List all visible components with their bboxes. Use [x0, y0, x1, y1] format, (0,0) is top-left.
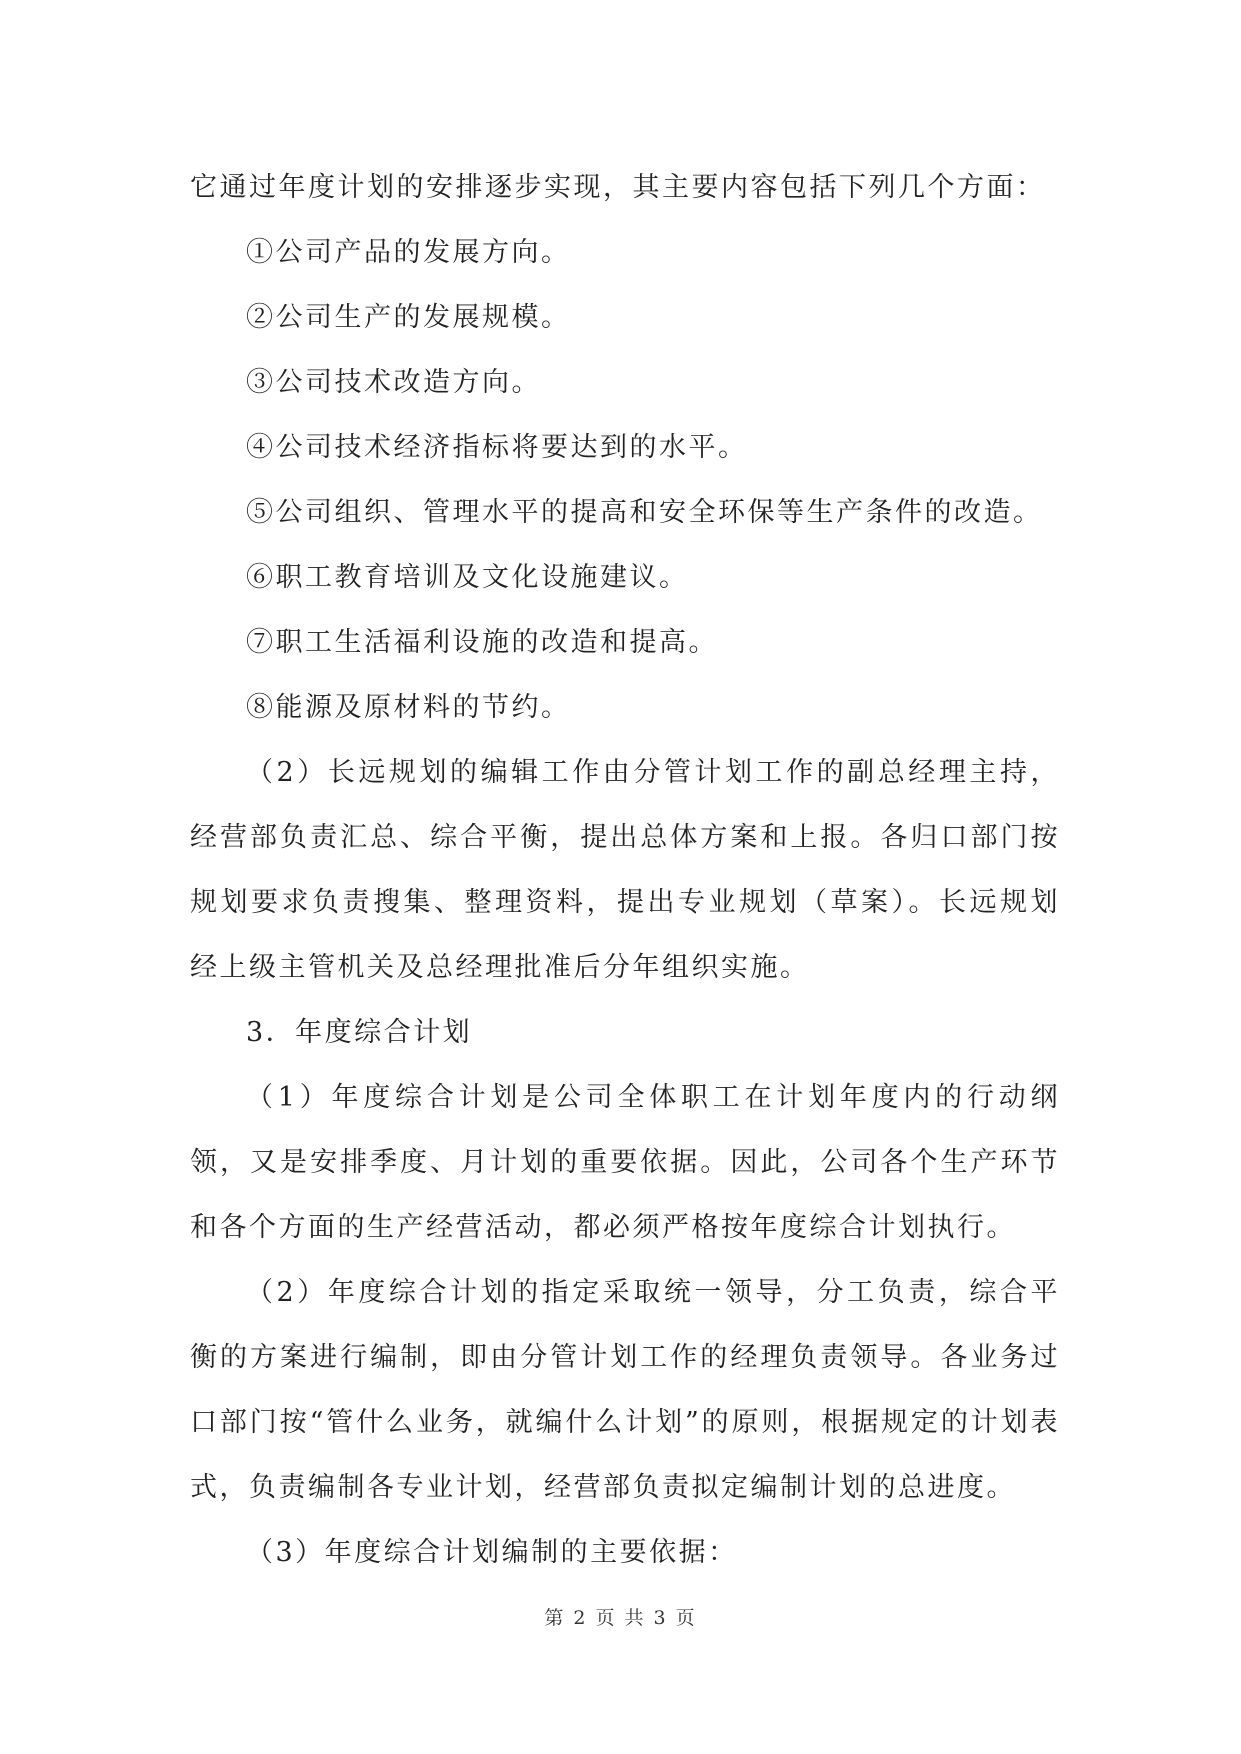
paragraph-annual-plan-3: （3）年度综合计划编制的主要依据：	[246, 1537, 738, 1568]
page-footer: 第 2 页 共 3 页	[544, 1607, 697, 1629]
list-item-7: ⑦职工生活福利设施的改造和提高。	[246, 627, 718, 658]
list-item-8: ⑧能源及原材料的节约。	[246, 692, 571, 723]
paragraph-annual-plan-1: （1）年度综合计划是公司全体职工在计划年度内的行动纲领，又是安排季度、月计划的重要依据。因此，公司各个生产环节和各个方面的生产经营活动，都必须严格按年度综合计划执行。	[190, 1082, 1060, 1243]
list-item-1: ①公司产品的发展方向。	[246, 237, 571, 268]
list-item-4: ④公司技术经济指标将要达到的水平。	[246, 432, 748, 463]
paragraph-intro: 它通过年度计划的安排逐步实现，其主要内容包括下列几个方面：	[190, 172, 1046, 203]
list-item-5: ⑤公司组织、管理水平的提高和安全环保等生产条件的改造。	[246, 497, 1043, 528]
list-item-3: ③公司技术改造方向。	[246, 367, 541, 398]
list-item-2: ②公司生产的发展规模。	[246, 302, 571, 333]
section-heading-annual-plan: 3．年度综合计划	[246, 1017, 473, 1048]
document-body	[190, 155, 1060, 1585]
paragraph-annual-plan-2: （2）年度综合计划的指定采取统一领导，分工负责，综合平衡的方案进行编制，即由分管计划工作的经理负责领导。各业务过口部门按“管什么业务，就编什么计划”的原则，根据规定的计划表式，负责编制各专业计划，经营部负责拟定编制计划的总进度。	[190, 1277, 1060, 1503]
list-item-6: ⑥职工教育培训及文化设施建议。	[246, 562, 689, 593]
paragraph-long-range-plan: （2）长远规划的编辑工作由分管计划工作的副总经理主持，经营部负责汇总、综合平衡，提出总体方案和上报。各归口部门按规划要求负责搜集、整理资料，提出专业规划（草案）。长远规划经上级主管机关及总经理批准后分年组织实施。	[190, 757, 1060, 983]
